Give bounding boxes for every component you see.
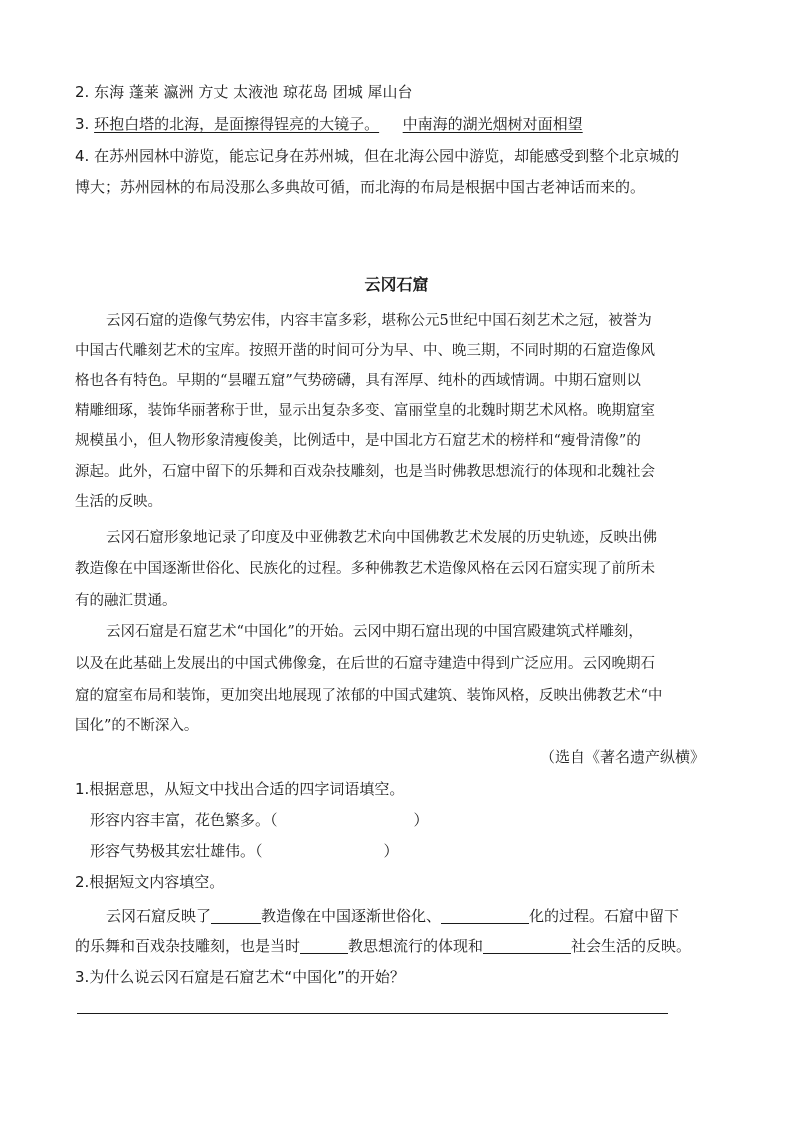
article-line: 云冈石窟的造像气势宏伟，内容丰富多彩，堪称公元5世纪中国石刻艺术之冠，被誉为 bbox=[106, 313, 652, 329]
question-1-item-2 bbox=[90, 841, 399, 861]
question-1-item-1 bbox=[90, 810, 429, 830]
question-2-text: 的乐舞和百戏杂技雕刻，也是当时 bbox=[75, 937, 301, 955]
article-source: （选自《著名遗产纵横》 bbox=[540, 748, 706, 766]
article-line: 云冈石窟形象地记录了印度及中亚佛教艺术向中国佛教艺术发展的历史轨迹，反映出佛 bbox=[106, 530, 657, 546]
question-2-line-1 bbox=[106, 906, 679, 926]
question-1-item-2-text: 形容气势极其宏壮雄伟。（ bbox=[90, 842, 263, 860]
article-line: 中国古代雕刻艺术的宝库。按照开凿的时间可分为早、中、晚三期，不同时期的石窟造像风 bbox=[75, 343, 655, 359]
fill-blank[interactable] bbox=[211, 907, 261, 924]
question-2-text: 教思想流行的体现和 bbox=[348, 937, 484, 955]
answer-3 bbox=[75, 114, 583, 134]
article-line: 有的融汇贯通。 bbox=[75, 593, 177, 609]
answer-3-part2: 中南海的湖光烟树对面相望 bbox=[402, 115, 583, 133]
question-2-text: 云冈石窟反映了 bbox=[106, 907, 212, 925]
article-line: 窟的窟室布局和装饰，更加突出地展现了浓郁的中国式建筑、装饰风格，反映出佛教艺术“中 bbox=[75, 688, 663, 704]
article-line: 源起。此外，石窟中留下的乐舞和百戏杂技雕刻，也是当时佛教思想流行的体现和北魏社会 bbox=[75, 464, 655, 480]
fill-blank[interactable] bbox=[441, 907, 529, 924]
answer-3-number: 3. bbox=[75, 115, 90, 133]
article-line: 生活的反映。 bbox=[75, 494, 162, 510]
fill-blank[interactable] bbox=[483, 937, 571, 954]
question-2-text: 社会生活的反映。 bbox=[571, 937, 692, 955]
question-3-title: 3.为什么说云冈石窟是石窟艺术“中国化”的开始？ bbox=[75, 968, 405, 986]
article-line: 国化”的不断深入。 bbox=[75, 718, 199, 734]
question-1-item-2-close: ） bbox=[383, 842, 399, 860]
article-line: 精雕细琢，装饰华丽著称于世，显示出复杂多变、富丽堂皇的北魏时期艺术风格。晚期窟室 bbox=[75, 403, 655, 419]
article-line: 格也各有特色。早期的“昙曜五窟”气势磅礴，具有浑厚、纯朴的西域情调。中期石窟则以 bbox=[75, 373, 641, 389]
answer-2: 2. 东海 蓬莱 瀛洲 方丈 太液池 琼花岛 团城 犀山台 bbox=[75, 83, 413, 101]
question-2-text: 化的过程。石窟中留下 bbox=[529, 907, 680, 925]
article-line: 云冈石窟是石窟艺术“中国化”的开始。云冈中期石窟出现的中国宫殿建筑式样雕刻， bbox=[106, 624, 643, 640]
question-1-item-1-text: 形容内容丰富，花色繁多。（ bbox=[90, 811, 278, 829]
article-line: 以及在此基础上发展出的中国式佛像龛，在后世的石窟寺建造中得到广泛应用。云冈晚期石 bbox=[75, 656, 655, 672]
answer-4-line1: 4. 在苏州园林中游览，能忘记身在苏州城，但在北海公园中游览，却能感受到整个北京城的 bbox=[75, 147, 680, 165]
article-title: 云冈石窟 bbox=[364, 275, 429, 294]
fill-blank[interactable] bbox=[300, 937, 348, 954]
question-2-text: 教造像在中国逐渐世俗化、 bbox=[261, 907, 442, 925]
question-1-item-1-close: ） bbox=[413, 811, 429, 829]
answer-line[interactable] bbox=[77, 1013, 668, 1014]
answer-4-line2: 博大；苏州园林的布局没那么多典故可循，而北海的布局是根据中国古老神话而来的。 bbox=[75, 178, 646, 196]
question-2-title: 2.根据短文内容填空。 bbox=[75, 873, 225, 891]
answer-3-part1: 环抱白塔的北海，是面擦得锃亮的大镜子。 bbox=[94, 115, 380, 133]
question-1-title: 1.根据意思，从短文中找出合适的四字词语填空。 bbox=[75, 780, 405, 798]
article-line: 规模虽小，但人物形象清瘦俊美，比例适中，是中国北方石窟艺术的榜样和“瘦骨清像”的 bbox=[75, 433, 641, 449]
article-line: 教造像在中国逐渐世俗化、民族化的过程。多种佛教艺术造像风格在云冈石窟实现了前所未 bbox=[75, 561, 655, 577]
question-2-line-2 bbox=[75, 936, 691, 956]
